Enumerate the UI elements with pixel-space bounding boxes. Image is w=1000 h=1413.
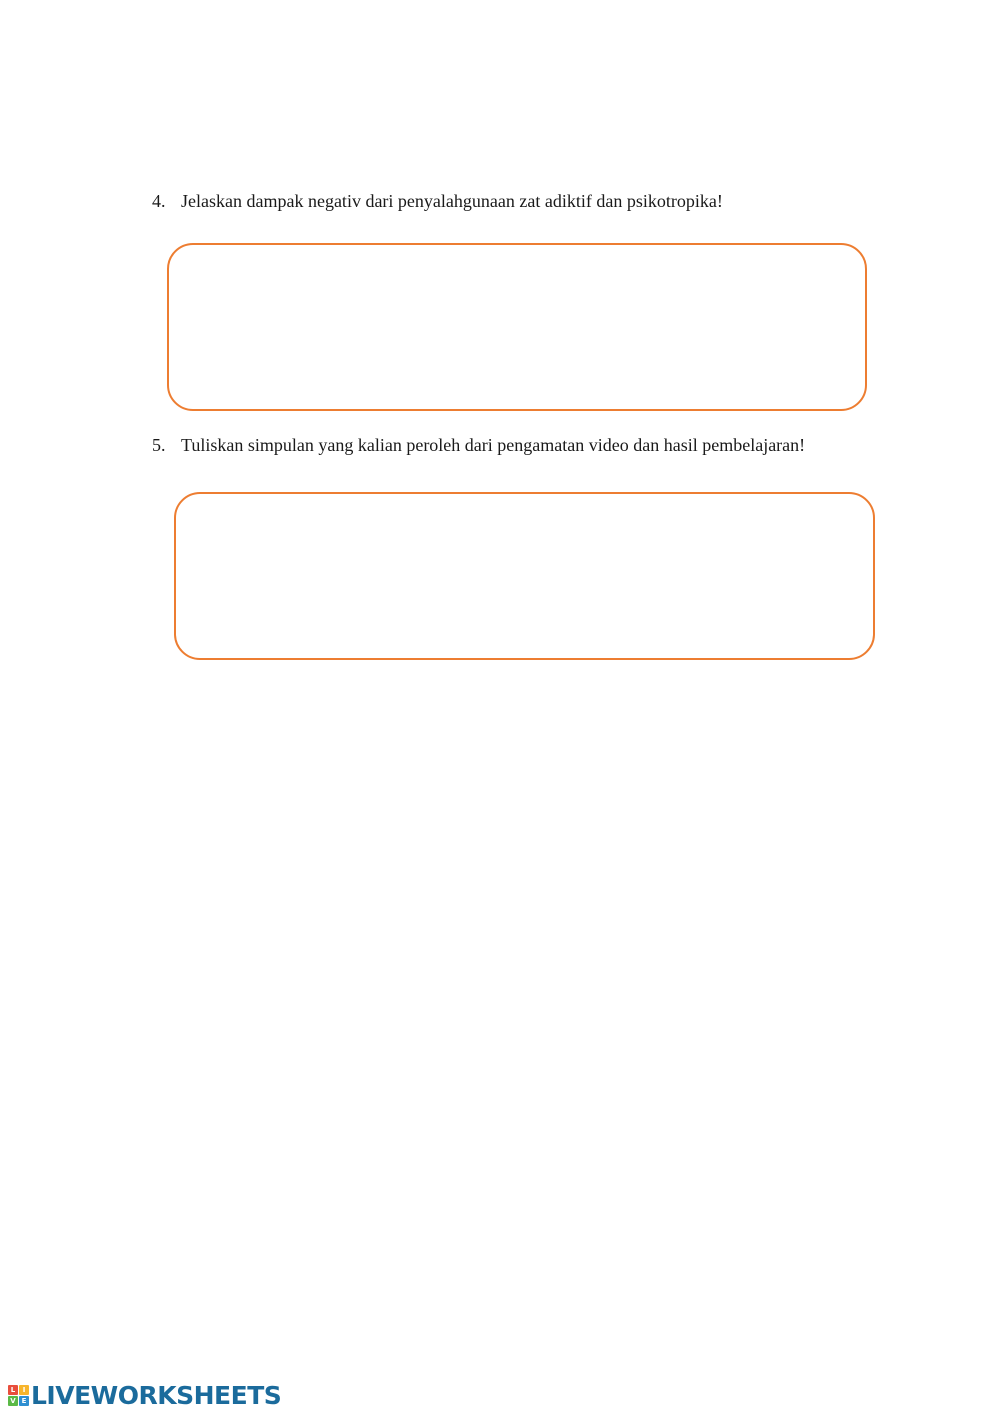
question-4 bbox=[152, 184, 878, 218]
question-text: Tuliskan simpulan yang kalian peroleh dari pengamatan video dan hasil pembelajaran! bbox=[181, 435, 806, 455]
logo-letter: V bbox=[8, 1396, 18, 1406]
logo-wordmark: LIVEWORKSHEETS bbox=[31, 1381, 282, 1410]
logo-letter: L bbox=[8, 1385, 18, 1395]
question-number: 4. bbox=[152, 191, 166, 211]
logo-letter: I bbox=[19, 1385, 29, 1395]
liveworksheets-logo bbox=[8, 1381, 281, 1410]
answer-box-5[interactable] bbox=[174, 492, 875, 660]
question-number: 5. bbox=[152, 435, 166, 455]
question-5 bbox=[152, 428, 878, 462]
answer-box-4[interactable] bbox=[167, 243, 867, 411]
logo-letter: E bbox=[19, 1396, 29, 1406]
question-text: Jelaskan dampak negativ dari penyalahgunaan zat adiktif dan psikotropika! bbox=[181, 191, 723, 211]
logo-icon bbox=[8, 1385, 29, 1406]
